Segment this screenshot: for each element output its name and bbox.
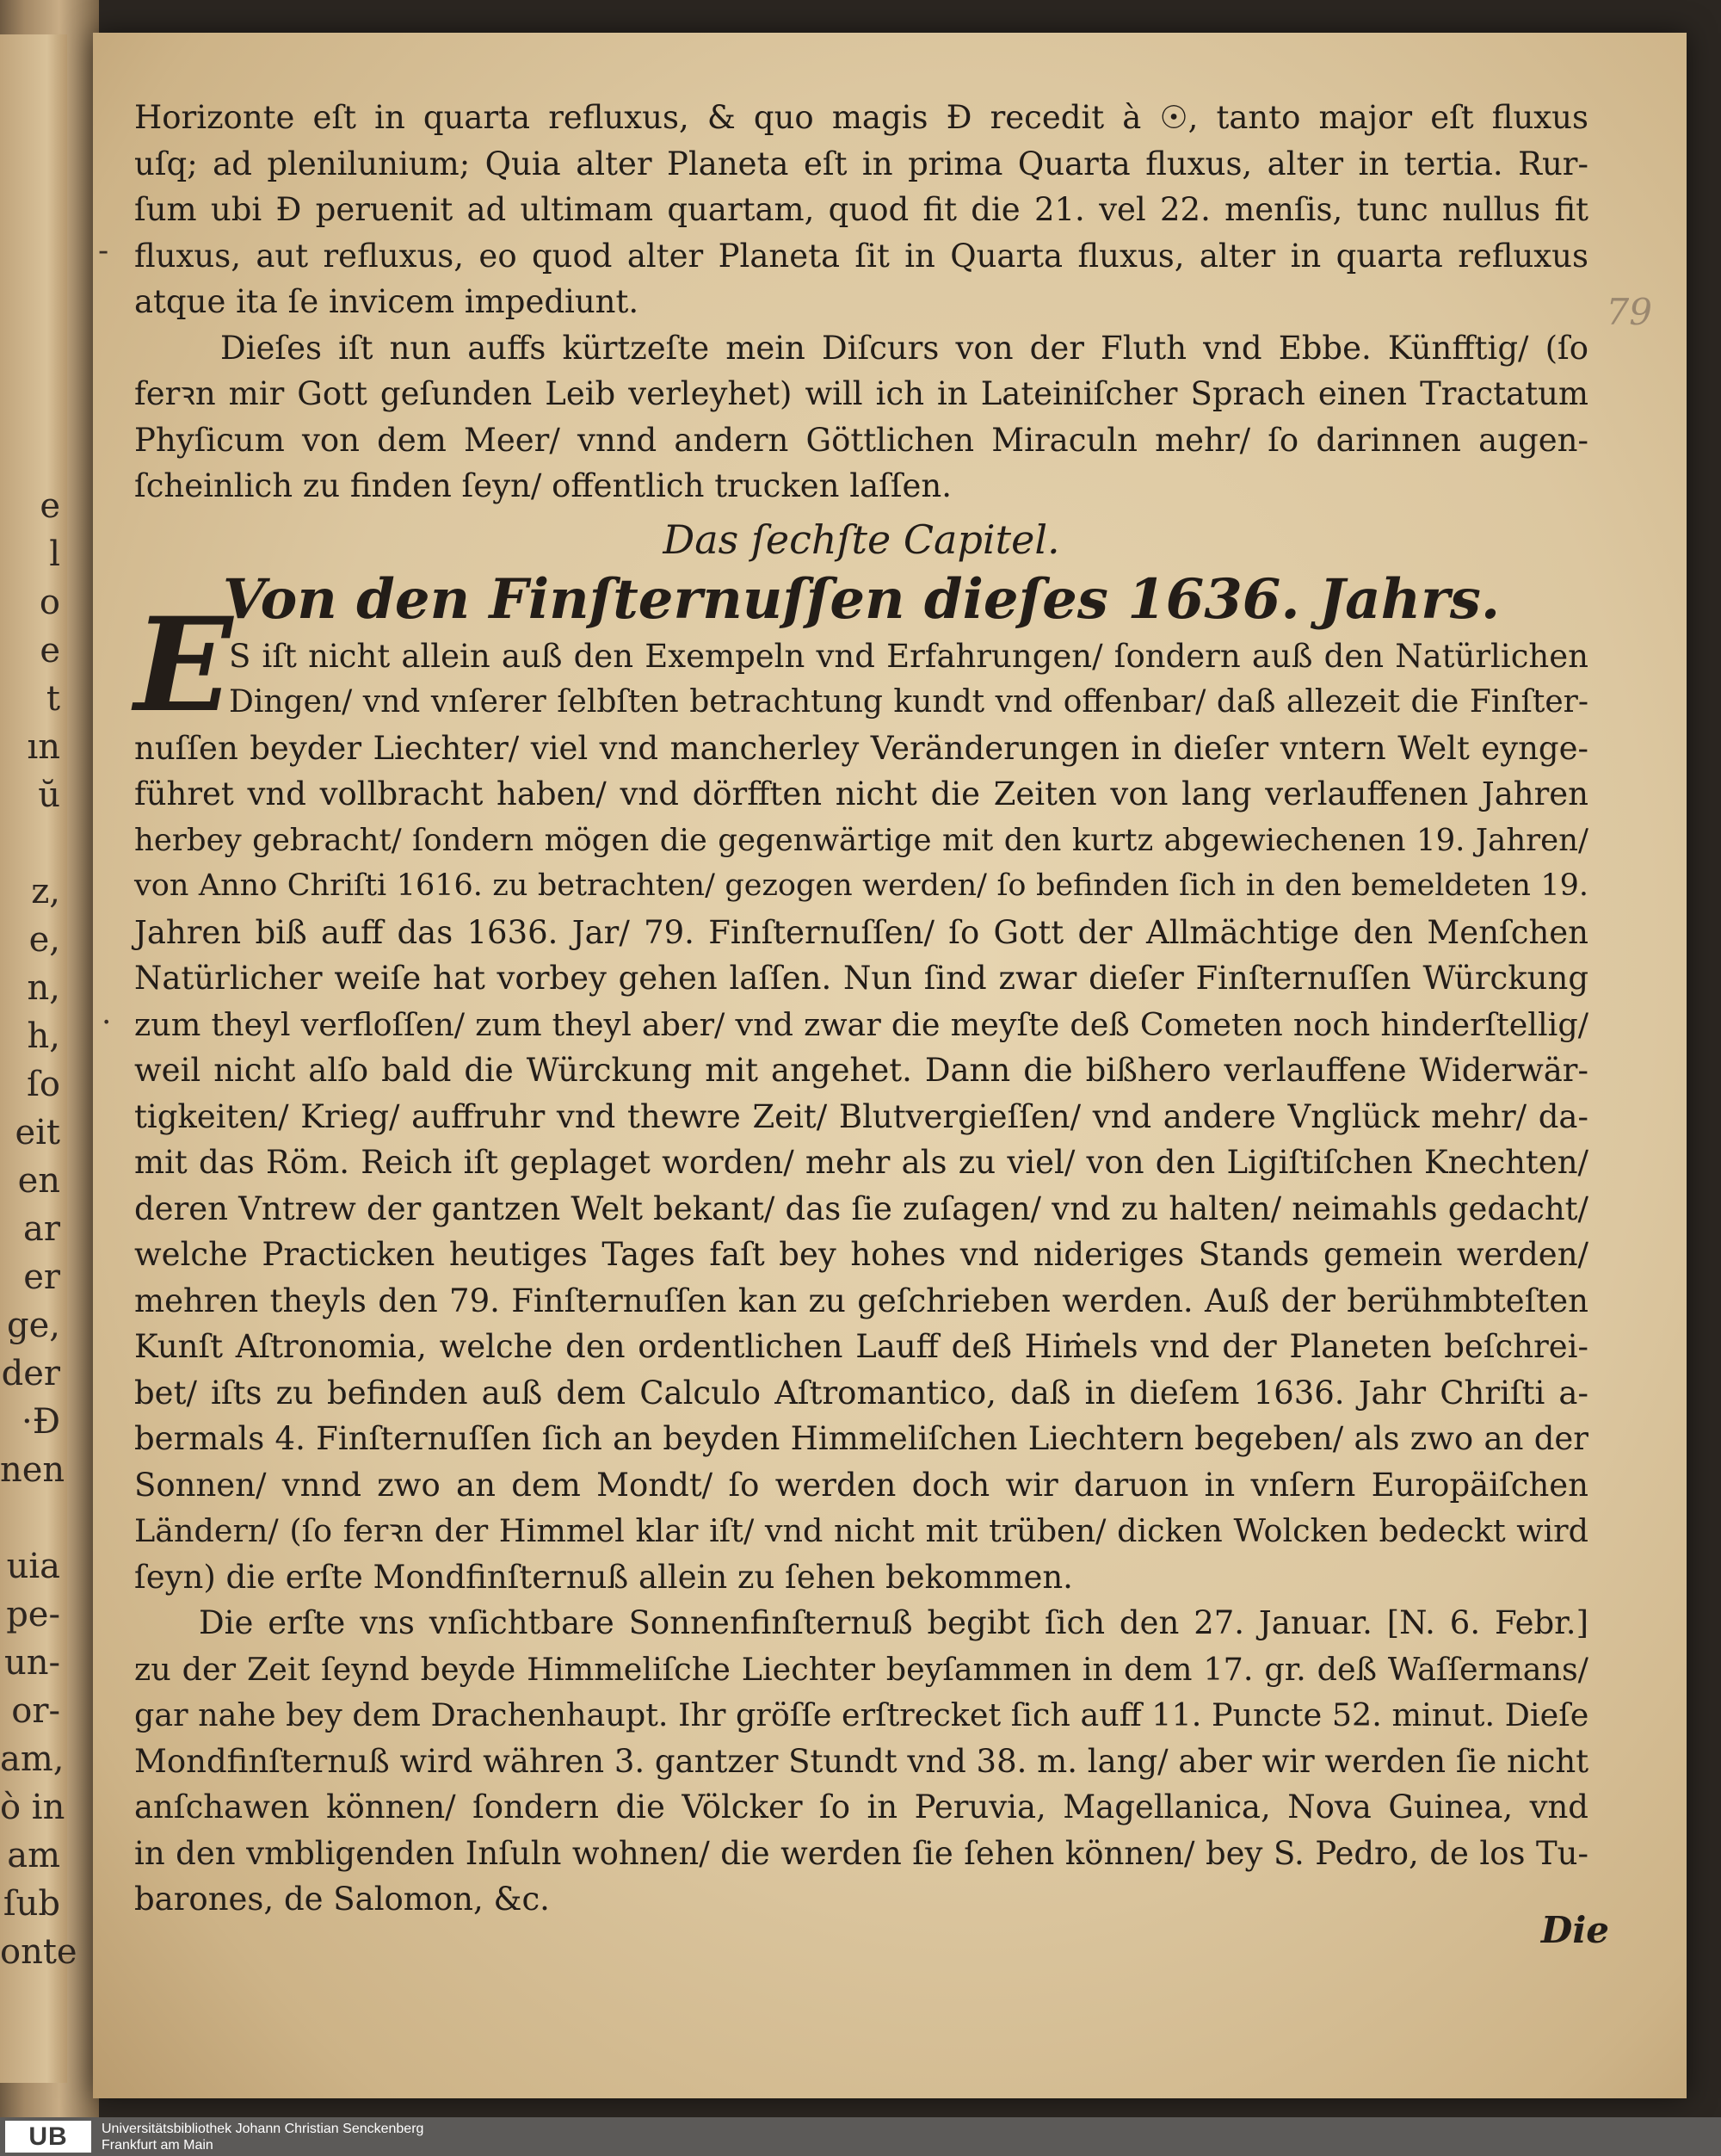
page-text [134, 95, 1588, 1923]
ub-logo [5, 2121, 91, 2153]
text-line: nuſſen beyder Liechter/ viel vnd mancherley Veränderungen in dieſer vntern Welt eynge- [134, 729, 1588, 767]
left-page-fragment [0, 1494, 60, 1542]
left-page-fragment: ın [27, 727, 60, 767]
footer-line-1: Universitätsbibliothek Johann Christian Senckenberg [102, 2122, 424, 2136]
text-line: bet/ iſts zu befinden auß dem Calculo Aſtromantico, daß in dieſem 1636. Jahr Chriſti a- [134, 1374, 1588, 1412]
text-line: Horizonte eſt in quarta refluxus, & quo magis Ɖ recedit à ☉, tanto major eſt fluxus [134, 99, 1588, 136]
chapter-subtitle: Von den Finſternuſſen dieſes 1636. Jahrs. [222, 566, 1501, 632]
eclipse-paragraph [134, 1600, 1588, 1923]
left-page-fragment: e [40, 631, 60, 670]
left-page-fragment: ar [23, 1209, 60, 1249]
left-page-fragment: ·Ɖ [22, 1402, 60, 1442]
text-line: von Anno Chriſti 1616. zu betrachten/ gezogen werden/ ſo befinden ſich in den bemeldeten 19. [134, 868, 1588, 903]
text-line: bermals 4. Finſternuſſen ſich an beyden Himmeliſchen Liechtern begeben/ als zwo an der [134, 1420, 1588, 1457]
body-paragraph [134, 633, 1588, 1601]
text-line: Die erſte vns vnſichtbare Sonnenfinſternuß begibt ſich den 27. Januar. [N. 6. Febr.] [199, 1604, 1588, 1641]
left-page-fragment: am [7, 1836, 60, 1875]
left-page-fragment: ò in [0, 1788, 65, 1827]
text-line: herbey gebracht/ ſondern mögen die gegenwärtige mit den kurtz abgewiechenen 19. Jahren/ [134, 822, 1588, 858]
text-line: führet vnd vollbracht haben/ vnd dörfften nicht die Zeiten von lang verlauffenen Jahren [134, 775, 1588, 812]
text-line: Dingen/ vnd vnſerer ſelbſten betrachtung kundt vnd offenbar/ daß allezeit die Finſter- [229, 684, 1588, 720]
chapter-title: Das ſechſte Capitel. [663, 516, 1060, 563]
text-line: barones, de Salomon, &c. [134, 1881, 550, 1918]
left-page-fragment: ŭ [38, 775, 60, 815]
text-line: ſcheinlich zu finden ſeyn/ offentlich trucken laſſen. [134, 467, 953, 504]
text-line: Kunſt Aſtronomia, welche den ordentlichen Lauff deß Hiṁels vnd der Planeten beſchrei- [134, 1328, 1588, 1365]
footer-line-2: Frankfurt am Main [102, 2138, 213, 2153]
text-line: welche Practicken heutiges Tages faſt bey hohes vnd nideriges Stands gemein werden/ [134, 1236, 1588, 1273]
left-page-fragment: en [17, 1161, 60, 1201]
text-line: Dieſes iſt nun auffs kürtzeſte mein Diſcurs von der Fluth vnd Ebbe. Künfftig/ (ſo [220, 329, 1588, 367]
text-line: uſq; ad plenilunium; Quia alter Planeta eſt in prima Quarta fluxus, alter in tertia. Rur- [134, 145, 1588, 182]
latin-paragraph [134, 95, 1588, 325]
text-line: ſeyn) die erſte Mondfinſternuß allein zu ſehen bekommen. [134, 1558, 1073, 1596]
left-page-edge [0, 34, 77, 2083]
left-page-fragment: h, [27, 1016, 60, 1056]
text-line: S iſt nicht allein auß den Exempeln vnd Erfahrungen/ ſondern auß den Natürlichen [229, 637, 1588, 675]
left-page-fragment: o [39, 583, 60, 622]
discurs-paragraph [134, 325, 1588, 510]
margin-mark: - [98, 233, 109, 269]
text-line: gar nahe bey dem Drachenhaupt. Ihr gröſſe erſtrecket ſich auff 11. Puncte 52. minut. Dieſe [134, 1696, 1589, 1733]
text-line: ſum ubi Ɖ peruenit ad ultimam quartam, quod fit die 21. vel 22. menſis, tunc nullus fit [134, 191, 1588, 228]
text-line: weil nicht alſo bald die Würckung mit angehet. Dann die bißhero verlauffene Widerwär- [134, 1052, 1588, 1089]
ub-logo-text: UB [28, 2122, 68, 2151]
catchword: Die [1540, 1909, 1609, 1951]
left-page-fragment: un- [3, 1643, 60, 1683]
left-page-fragment: e, [28, 920, 60, 960]
dropcap-initial: E [134, 590, 233, 741]
left-page-fragment: pe- [6, 1595, 60, 1634]
text-line: mit das Röm. Reich iſt geplaget worden/ mehr als zu viel/ von den Ligiſtiſchen Knechten/ [134, 1144, 1588, 1181]
left-page-fragment: e [40, 486, 60, 526]
left-page-fragment: t [46, 679, 60, 719]
left-page-fragment: er [23, 1257, 60, 1297]
text-line: atque ita ſe invicem impediunt. [134, 283, 639, 320]
text-line: Ländern/ (ſo ferꝛn der Himmel klar iſt/ vnd nicht mit trüben/ dicken Wolcken bedeckt wird [134, 1512, 1588, 1549]
pencil-page-number: 79 [1606, 291, 1652, 333]
text-line: zu der Zeit ſeynd beyde Himmeliſche Liechter beyſammen in dem 17. gr. deß Waſſermans/ [134, 1650, 1588, 1688]
left-page-fragment: uia [6, 1547, 60, 1586]
left-page-fragment: ſo [27, 1065, 60, 1104]
left-page-fragments [0, 482, 77, 1976]
text-line: ferꝛn mir Gott geſunden Leib verleyhet) will ich in Lateiniſcher Sprach einen Tractatum [134, 375, 1588, 412]
left-page-fragment: n, [27, 968, 60, 1008]
text-line: tigkeiten/ Krieg/ auffruhr vnd thewre Zeit/ Blutvergieſſen/ vnd andere Vnglück mehr/ da- [134, 1097, 1588, 1135]
left-page-fragment: or- [11, 1691, 60, 1731]
left-page-fragment: nen [0, 1450, 65, 1490]
text-line: fluxus, aut refluxus, eo quod alter Planeta ſit in Quarta fluxus, alter in quarta refluxus [134, 237, 1588, 275]
text-line: Phyſicum von dem Meer/ vnnd andern Göttlichen Miraculn mehr/ ſo darinnen augen- [134, 421, 1588, 459]
text-line: Mondfinſternuß wird währen 3. gantzer Stundt vnd 38. m. lang/ aber wir werden ſie nicht [134, 1742, 1589, 1780]
text-line: Jahren biß auff das 1636. Jar/ 79. Finſternuſſen/ ſo Gott der Allmächtige den Menſchen [134, 913, 1588, 951]
left-page-fragment: onte [0, 1932, 77, 1972]
left-page-fragment: z, [31, 872, 60, 911]
library-footer [0, 2117, 1721, 2156]
left-page-fragment: ſub [3, 1884, 60, 1924]
left-page-fragment: eit [15, 1113, 60, 1152]
left-page-fragment: ge, [7, 1306, 60, 1345]
text-line: deren Vntrew der gantzen Welt bekant/ das ſie zuſagen/ vnd zu halten/ neimahls gedacht/ [134, 1189, 1588, 1227]
left-page-fragment [0, 819, 60, 868]
margin-mark: · [102, 1005, 112, 1041]
text-line: anſchawen können/ ſondern die Völcker ſo in Peruvia, Magellanica, Nova Guinea, vnd [134, 1788, 1588, 1825]
right-page [93, 33, 1687, 2098]
left-page-fragment: der [1, 1354, 60, 1393]
text-line: mehren theyls den 79. Finſternuſſen kan zu geſchrieben werden. Auß der berühmbteſten [134, 1282, 1588, 1319]
left-page-fragment: l [49, 534, 60, 574]
text-line: in den vmbligenden Inſuln wohnen/ die werden ſie ſehen können/ bey S. Pedro, de los Tu- [134, 1834, 1588, 1872]
left-page-fragment: am, [0, 1739, 65, 1779]
text-line: Natürlicher weiſe hat vorbey gehen laſſen. Nun ſind zwar dieſer Finſternuſſen Würckung [134, 960, 1588, 997]
footer-institution [102, 2121, 423, 2153]
text-line: Sonnen/ vnnd zwo an dem Mondt/ ſo werden doch wir daruon in vnſern Europäiſchen [134, 1466, 1588, 1504]
text-line: zum theyl verfloſſen/ zum theyl aber/ vnd zwar die meyſte deß Cometen noch hinderſtellig/ [134, 1005, 1588, 1043]
